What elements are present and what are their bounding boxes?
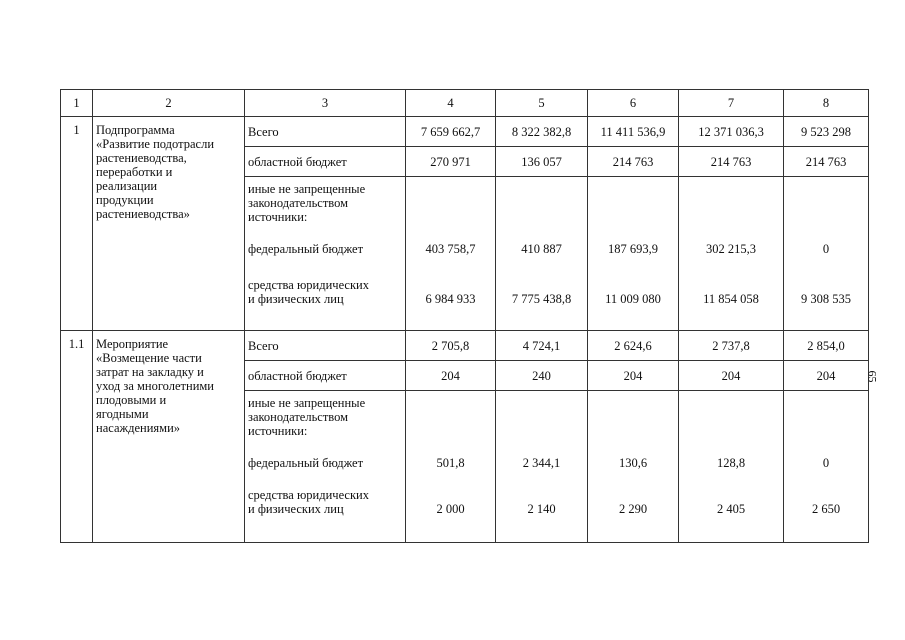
value-cell: 302 215,3 bbox=[706, 242, 756, 256]
source-values-col bbox=[784, 391, 869, 543]
source-values-col bbox=[496, 391, 588, 543]
value-cell: 403 758,7 bbox=[425, 242, 476, 256]
value-cell: 2 405 bbox=[716, 502, 746, 516]
total-label: Всего bbox=[245, 117, 406, 147]
regional-label: областной бюджет bbox=[245, 147, 406, 177]
budget-table bbox=[60, 89, 869, 543]
value-cell: 410 887 bbox=[521, 242, 562, 256]
value-cell: 4 724,1 bbox=[496, 331, 588, 361]
value-cell: 2 650 bbox=[811, 502, 841, 516]
header-row bbox=[61, 90, 869, 117]
value-cell: 11 009 080 bbox=[605, 292, 661, 306]
value-cell: 7 659 662,7 bbox=[406, 117, 496, 147]
value-cell: 2 854,0 bbox=[784, 331, 869, 361]
value-cell: 214 763 bbox=[679, 147, 784, 177]
value-cell: 240 bbox=[496, 361, 588, 391]
value-cell: 9 308 535 bbox=[801, 292, 851, 306]
source-values-col bbox=[679, 177, 784, 331]
value-cell: 136 057 bbox=[496, 147, 588, 177]
value-cell: 8 322 382,8 bbox=[496, 117, 588, 147]
header-cell: 6 bbox=[588, 90, 679, 117]
value-cell: 7 775 438,8 bbox=[511, 292, 572, 306]
source-breakdown-labels: иные не запрещенные законодательством источники: федеральный бюджет средства юридических и физических лиц bbox=[245, 177, 406, 331]
source-values-col bbox=[406, 177, 496, 331]
value-cell: 2 624,6 bbox=[588, 331, 679, 361]
value-cell: 0 bbox=[822, 456, 830, 470]
value-cell: 12 371 036,3 bbox=[679, 117, 784, 147]
value-cell: 6 984 933 bbox=[425, 292, 476, 306]
value-cell: 187 693,9 bbox=[608, 242, 658, 256]
value-cell: 11 411 536,9 bbox=[588, 117, 679, 147]
program-title: Подпрограмма «Развитие подотрасли растениеводства, переработки и реализации продукции растениеводства» bbox=[93, 117, 245, 331]
source-values-col bbox=[679, 391, 784, 543]
total-label: Всего bbox=[245, 331, 406, 361]
source-values-col bbox=[784, 177, 869, 331]
source-values-col bbox=[406, 391, 496, 543]
value-cell: 270 971 bbox=[406, 147, 496, 177]
source-values-col bbox=[588, 177, 679, 331]
value-cell: 128,8 bbox=[716, 456, 746, 470]
header-cell: 2 bbox=[93, 90, 245, 117]
value-cell: 214 763 bbox=[588, 147, 679, 177]
regional-label: областной бюджет bbox=[245, 361, 406, 391]
row-number: 1.1 bbox=[61, 331, 93, 543]
source-values-col bbox=[496, 177, 588, 331]
value-cell: 11 854 058 bbox=[703, 292, 759, 306]
measure-title: Мероприятие «Возмещение части затрат на закладку и уход за многолетними плодовыми и ягодными насаждениями» bbox=[93, 331, 245, 543]
value-cell: 2 705,8 bbox=[406, 331, 496, 361]
value-cell: 2 140 bbox=[527, 502, 556, 516]
value-cell: 9 523 298 bbox=[784, 117, 869, 147]
table-row bbox=[61, 331, 869, 361]
page-number: 65 bbox=[865, 370, 880, 383]
value-cell: 2 737,8 bbox=[679, 331, 784, 361]
header-cell: 7 bbox=[679, 90, 784, 117]
header-cell: 5 bbox=[496, 90, 588, 117]
value-cell: 2 344,1 bbox=[522, 456, 561, 470]
value-cell: 501,8 bbox=[436, 456, 465, 470]
table-row bbox=[61, 117, 869, 147]
value-cell: 130,6 bbox=[618, 456, 648, 470]
value-cell: 2 000 bbox=[436, 502, 465, 516]
value-cell: 2 290 bbox=[618, 502, 648, 516]
value-cell: 204 bbox=[406, 361, 496, 391]
header-cell: 4 bbox=[406, 90, 496, 117]
source-values-col bbox=[588, 391, 679, 543]
header-cell: 8 bbox=[784, 90, 869, 117]
value-cell: 204 bbox=[784, 361, 869, 391]
source-breakdown-labels: иные не запрещенные законодательством источники: федеральный бюджет средства юридических и физических лиц bbox=[245, 391, 406, 543]
value-cell: 214 763 bbox=[784, 147, 869, 177]
value-cell: 0 bbox=[822, 242, 830, 256]
header-cell: 1 bbox=[61, 90, 93, 117]
row-number: 1 bbox=[61, 117, 93, 331]
header-cell: 3 bbox=[245, 90, 406, 117]
value-cell: 204 bbox=[588, 361, 679, 391]
value-cell: 204 bbox=[679, 361, 784, 391]
